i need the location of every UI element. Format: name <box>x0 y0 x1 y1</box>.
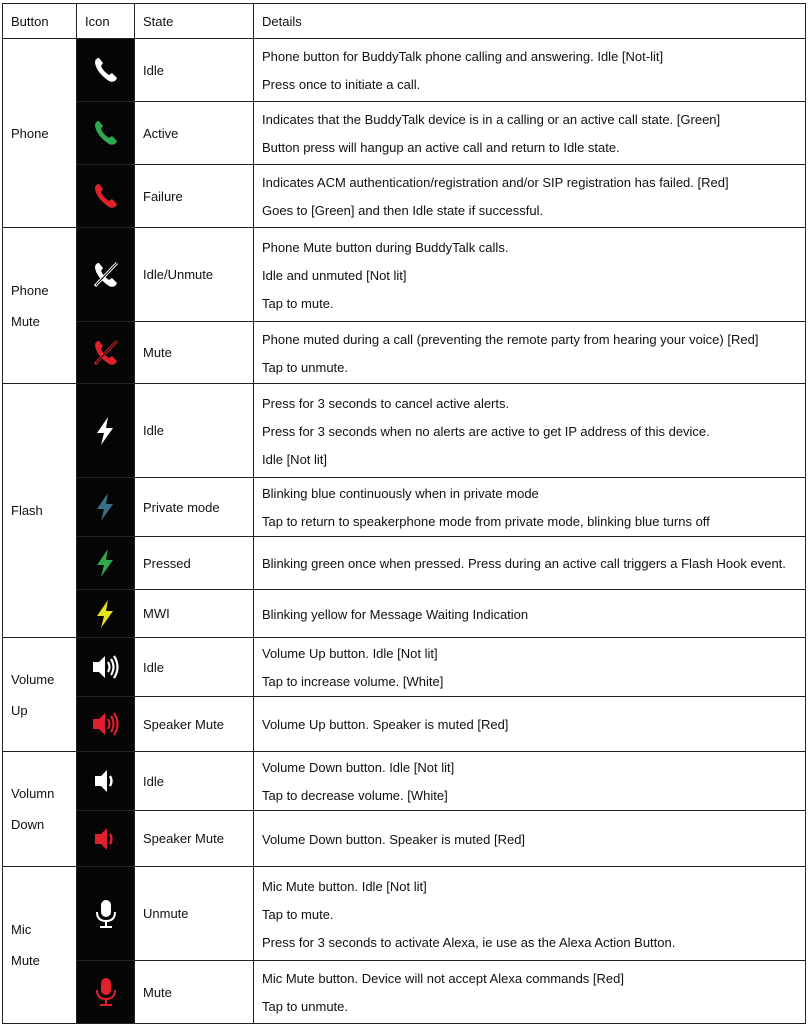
state-cell: Speaker Mute <box>135 811 254 867</box>
table-row <box>3 638 806 697</box>
header-button: Button <box>3 4 77 39</box>
state-cell: Idle/Unmute <box>135 228 254 322</box>
table-row <box>3 867 806 961</box>
button-name-cell <box>3 752 77 867</box>
details-line: Press for 3 seconds to activate Alexa, ie use as the Alexa Action Button. <box>262 934 676 950</box>
details-line: Volume Up button. Speaker is muted [Red] <box>262 717 509 732</box>
details-cell <box>254 165 806 228</box>
details-line: Tap to decrease volume. [White] <box>262 788 448 803</box>
button-name-cell <box>3 228 77 384</box>
details-line: Volume Down button. Speaker is muted [Red] <box>262 831 526 847</box>
button-name-line: Flash <box>11 503 43 518</box>
details-line: Blinking green once when pressed. Press during an active call triggers a Flash Hook event. <box>262 556 786 571</box>
details-line: Phone button for BuddyTalk phone calling and answering. Idle [Not-lit] <box>262 49 664 64</box>
table-row <box>3 384 806 478</box>
details-line: Button press will hangup an active call and return to Idle state. <box>262 140 620 155</box>
details-line: Mic Mute button. Device will not accept Alexa commands [Red] <box>262 971 624 986</box>
state-cell: Active <box>135 102 254 165</box>
details-line: Tap to return to speakerphone mode from private mode, blinking blue turns off <box>262 514 710 529</box>
header-icon: Icon <box>77 4 135 39</box>
state-cell: Idle <box>135 752 254 811</box>
details-cell <box>254 39 806 102</box>
button-name-line: Mute <box>11 953 40 968</box>
phone-icon <box>77 165 135 228</box>
state-cell: Idle <box>135 384 254 478</box>
table-row <box>3 697 806 752</box>
button-name-cell <box>3 39 77 228</box>
details-line: Volume Down button. Idle [Not lit] <box>262 760 455 775</box>
details-line: Idle [Not lit] <box>262 451 328 467</box>
details-cell <box>254 228 806 322</box>
button-name-line: Mic <box>11 922 32 937</box>
phone-icon <box>77 39 135 102</box>
flash-icon <box>77 478 135 537</box>
volume-down-icon <box>77 811 135 867</box>
button-name-line: Volumn <box>11 786 55 801</box>
phone-icon <box>77 102 135 165</box>
details-cell <box>254 590 806 638</box>
details-line: Indicates that the BuddyTalk device is in a calling or an active call state. [Green] <box>262 112 721 127</box>
details-line: Tap to mute. <box>262 295 334 311</box>
details-cell <box>254 537 806 590</box>
flash-icon <box>77 590 135 638</box>
details-line: Tap to increase volume. [White] <box>262 674 444 689</box>
details-cell <box>254 752 806 811</box>
table-row <box>3 478 806 537</box>
button-name-cell <box>3 638 77 752</box>
details-cell <box>254 638 806 697</box>
state-cell: Speaker Mute <box>135 697 254 752</box>
button-reference-table <box>2 3 806 1024</box>
details-line: Phone Mute button during BuddyTalk calls. <box>262 239 509 255</box>
button-name-line: Volume <box>11 671 55 687</box>
state-cell: MWI <box>135 590 254 638</box>
button-name-cell <box>3 867 77 1024</box>
details-cell <box>254 697 806 752</box>
phone-mute-icon <box>77 322 135 384</box>
button-name-line: Phone <box>11 125 49 141</box>
table-row <box>3 590 806 638</box>
table-header-row <box>3 4 806 39</box>
state-cell: Unmute <box>135 867 254 961</box>
state-cell: Private mode <box>135 478 254 537</box>
table-row <box>3 102 806 165</box>
microphone-icon <box>77 961 135 1024</box>
table-row <box>3 165 806 228</box>
details-line: Goes to [Green] and then Idle state if successful. <box>262 203 544 218</box>
details-cell <box>254 811 806 867</box>
details-line: Press once to initiate a call. <box>262 77 421 92</box>
state-cell: Idle <box>135 638 254 697</box>
details-line: Mic Mute button. Idle [Not lit] <box>262 878 427 894</box>
details-cell <box>254 322 806 384</box>
button-name-line: Mute <box>11 313 40 329</box>
details-cell <box>254 478 806 537</box>
header-details: Details <box>254 4 806 39</box>
state-cell: Mute <box>135 961 254 1024</box>
table-row <box>3 752 806 811</box>
button-name-line: Up <box>11 702 28 718</box>
header-state: State <box>135 4 254 39</box>
table-row <box>3 537 806 590</box>
details-cell <box>254 384 806 478</box>
state-cell: Idle <box>135 39 254 102</box>
button-name-line: Down <box>11 817 45 832</box>
state-cell: Mute <box>135 322 254 384</box>
details-line: Blinking yellow for Message Waiting Indication <box>262 606 529 622</box>
volume-up-icon <box>77 638 135 697</box>
details-line: Press for 3 seconds to cancel active alerts. <box>262 395 510 411</box>
details-line: Tap to mute. <box>262 906 334 922</box>
table-row <box>3 811 806 867</box>
details-cell <box>254 102 806 165</box>
details-line: Volume Up button. Idle [Not lit] <box>262 646 438 661</box>
flash-icon <box>77 537 135 590</box>
state-cell: Failure <box>135 165 254 228</box>
state-cell: Pressed <box>135 537 254 590</box>
details-cell <box>254 867 806 961</box>
volume-up-icon <box>77 697 135 752</box>
button-name-line: Phone <box>11 282 49 298</box>
details-line: Phone muted during a call (preventing the remote party from hearing your voice) [Red] <box>262 331 759 347</box>
details-line: Blinking blue continuously when in private mode <box>262 486 539 501</box>
details-cell <box>254 961 806 1024</box>
table-row <box>3 39 806 102</box>
details-line: Indicates ACM authentication/registration and/or SIP registration has failed. [Red] <box>262 175 729 190</box>
button-name-cell <box>3 384 77 638</box>
flash-icon <box>77 384 135 478</box>
details-line: Press for 3 seconds when no alerts are active to get IP address of this device. <box>262 423 710 439</box>
table-row <box>3 961 806 1024</box>
phone-mute-icon <box>77 228 135 322</box>
details-line: Tap to unmute. <box>262 999 348 1014</box>
table-row <box>3 322 806 384</box>
microphone-icon <box>77 867 135 961</box>
volume-down-icon <box>77 752 135 811</box>
details-line: Idle and unmuted [Not lit] <box>262 267 407 283</box>
details-line: Tap to unmute. <box>262 359 348 375</box>
table-row <box>3 228 806 322</box>
